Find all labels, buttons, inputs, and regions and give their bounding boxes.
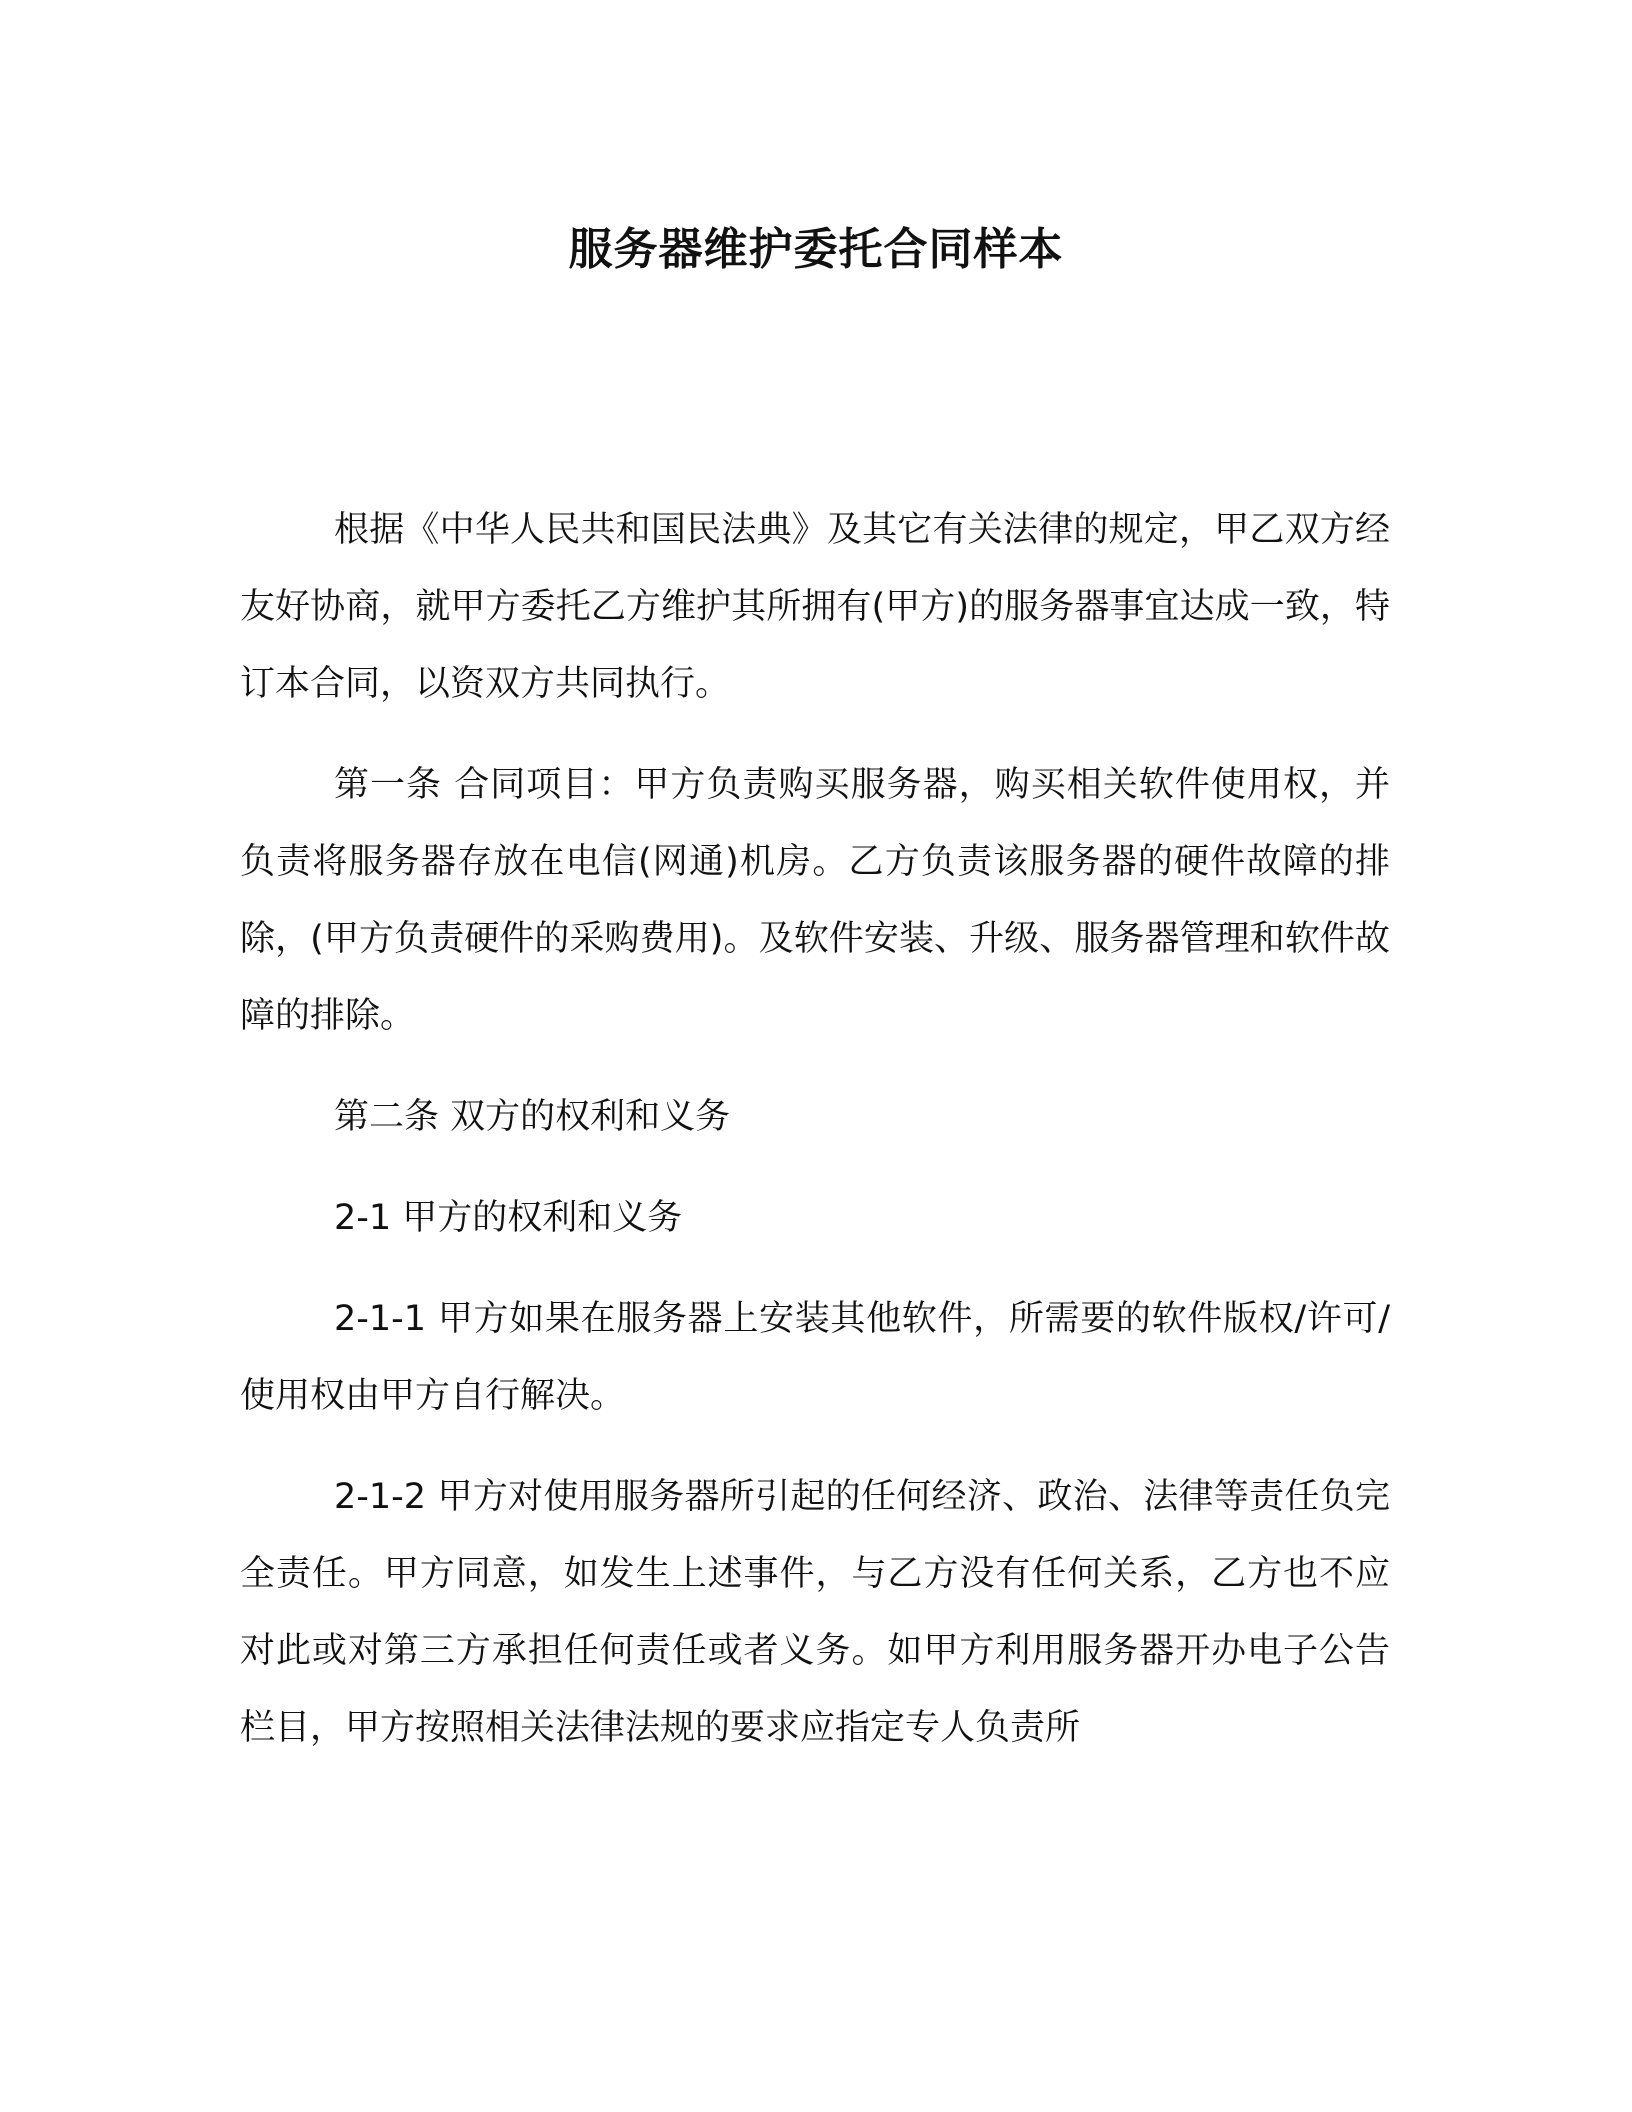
paragraph-section-2-1: 2-1 甲方的权利和义务 (334, 1198, 683, 1238)
paragraph-article-2-heading: 第二条 双方的权利和义务 (334, 1097, 731, 1137)
paragraph-section-2-1-2: 2-1-2 甲方对使用服务器所引起的任何经济、政治、法律等责任负完全责任。甲方同意，如发生上述事件，与乙方没有任何关系，乙方也不应对此或对第三方承担任何责任或者义务。如甲方利用服务器开办电子公告栏目，甲方按照相关法律法规的要求应指定专人负责所 (240, 1477, 1390, 1748)
paragraph-preamble: 根据《中华人民共和国民法典》及其它有关法律的规定，甲乙双方经友好协商，就甲方委托乙方维护其所拥有(甲方)的服务器事宜达成一致，特订本合同，以资双方共同执行。 (240, 510, 1390, 704)
paragraph-article-1: 第一条 合同项目：甲方负责购买服务器，购买相关软件使用权，并负责将服务器存放在电信(网通)机房。乙方负责该服务器的硬件故障的排除，(甲方负责硬件的采购费用)。及软件安装、升级、服务器管理和软件故障的排除。 (240, 765, 1390, 1036)
document-title: 服务器维护委托合同样本 (568, 224, 1064, 275)
document-body (240, 492, 1390, 1767)
paragraph-section-2-1-1: 2-1-1 甲方如果在服务器上安装其他软件，所需要的软件版权/许可/使用权由甲方自行解决。 (240, 1299, 1390, 1416)
